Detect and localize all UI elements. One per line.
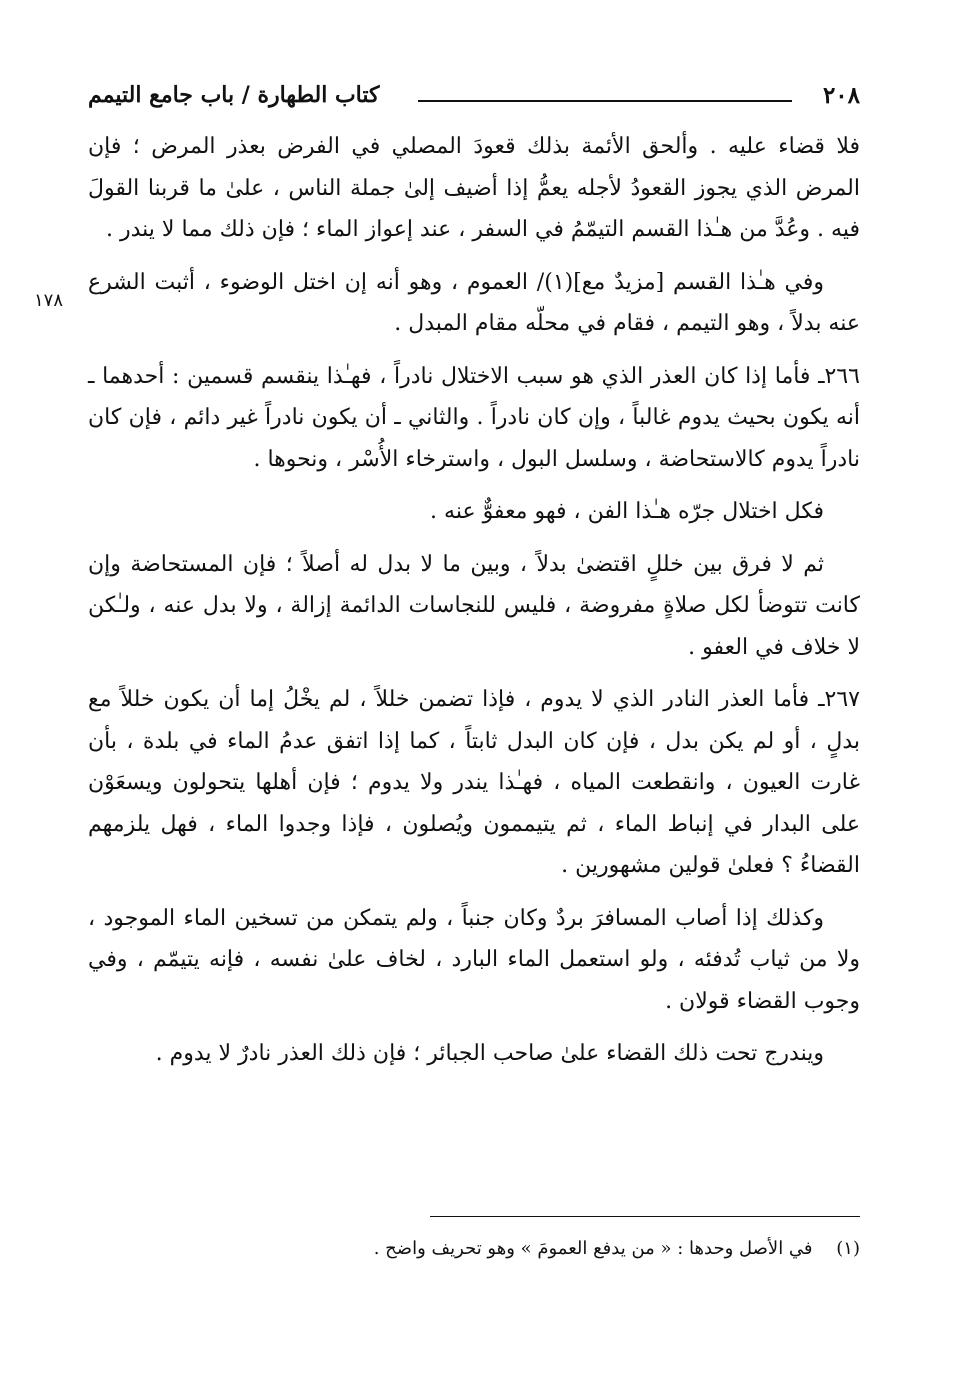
paragraph-5: ثم لا فرق بين خللٍ اقتضىٰ بدلاً ، وبين ما لا بدل له أصلاً ؛ فإن المستحاضة وإن كانت تتوضأ لكل صلاةٍ مفروضة ، فليس للنجاسات الدائمة إزالة ، ولا بدل عنه ، ولـٰكن لا خلاف في العفو . <box>88 551 860 660</box>
paragraph-2: وفي هـٰذا القسم [مزيدٌ مع](١)/ العموم ، وهو أنه إن اختل الوضوء ، أثبت الشرع عنه بدلاً ، وهو التيمم ، فقام في محلّه مقام المبدل . <box>88 269 860 336</box>
paragraph-7: وكذلك إذا أصاب المسافرَ بردٌ وكان جنباً ، ولم يتمكن من تسخين الماء الموجود ، ولا من ثياب تُدفئه ، ولو استعمل الماء البارد ، لخاف علىٰ نفسه ، فإنه يتيمّم ، وفي وجوب القضاء قولان . <box>88 905 860 1014</box>
footnote <box>88 1238 860 1259</box>
paragraph-266: ٢٦٦ـ فأما إذا كان العذر الذي هو سبب الاختلال نادراً ، فهـٰذا ينقسم قسمين : أحدهما ـ أنه يكون بحيث يدوم غالباً ، وإن كان نادراً . والثاني ـ أن يكون نادراً غير دائم ، فإن كان نادراً يدوم كالاستحاضة ، وسلسل البول ، واسترخاء الأُسْر ، ونحوها . <box>88 363 860 472</box>
paragraph-8: ويندرج تحت ذلك القضاء علىٰ صاحب الجبائر ؛ فإن ذلك العذر نادرٌ لا يدوم . <box>155 1041 824 1066</box>
paragraph-267: ٢٦٧ـ فأما العذر النادر الذي لا يدوم ، فإذا تضمن خللاً ، لم يخْلُ إما أن يكون خللاً مع بدلٍ ، أو لم يكن بدل ، فإن كان البدل ثابتاً ، كما إذا اتفق عدمُ الماء في بلدة ، بأن غارت العيون ، وانقطعت المياه ، فهـٰذا يندر ولا يدوم ؛ فإن أهلها يتحولون ويسعَوْن على البدار في إنباط الماء ، ثم يتيممون ويُصلون ، فإذا وجدوا الماء ، فهل يلزمهم القضاءُ ؟ فعلىٰ قولين مشهورين . <box>88 687 860 878</box>
margin-folio-ref: ١٧٨ <box>34 290 64 311</box>
page-header <box>88 82 860 122</box>
footnote-text: في الأصل وحدها : « من يدفع العمومَ » وهو تحريف واضح . <box>373 1238 813 1259</box>
paragraph-4: فكل اختلال جرّه هـٰذا الفن ، فهو معفوٌّ عنه . <box>430 499 824 524</box>
paragraph-1: فلا قضاء عليه . وألحق الأئمة بذلك قعودَ المصلي في الفرض بعذر المرض ؛ فإن المرض الذي يجوز القعودُ لأجله يعمُّ إذا أضيف إلىٰ جملة الناس ، علىٰ ما قربنا القولَ فيه . وعُدَّ من هـٰذا القسم التيمّمُ في السفر ، عند إعواز الماء ؛ فإن ذلك مما لا يندر . <box>88 134 860 242</box>
main-text <box>88 126 860 1086</box>
running-title: كتاب الطهارة / باب جامع التيمم <box>88 82 380 108</box>
header-rule <box>418 100 792 102</box>
footnote-separator <box>430 1216 860 1217</box>
page-number: ٢٠٨ <box>822 82 860 109</box>
footnote-marker: (١) <box>836 1238 860 1259</box>
